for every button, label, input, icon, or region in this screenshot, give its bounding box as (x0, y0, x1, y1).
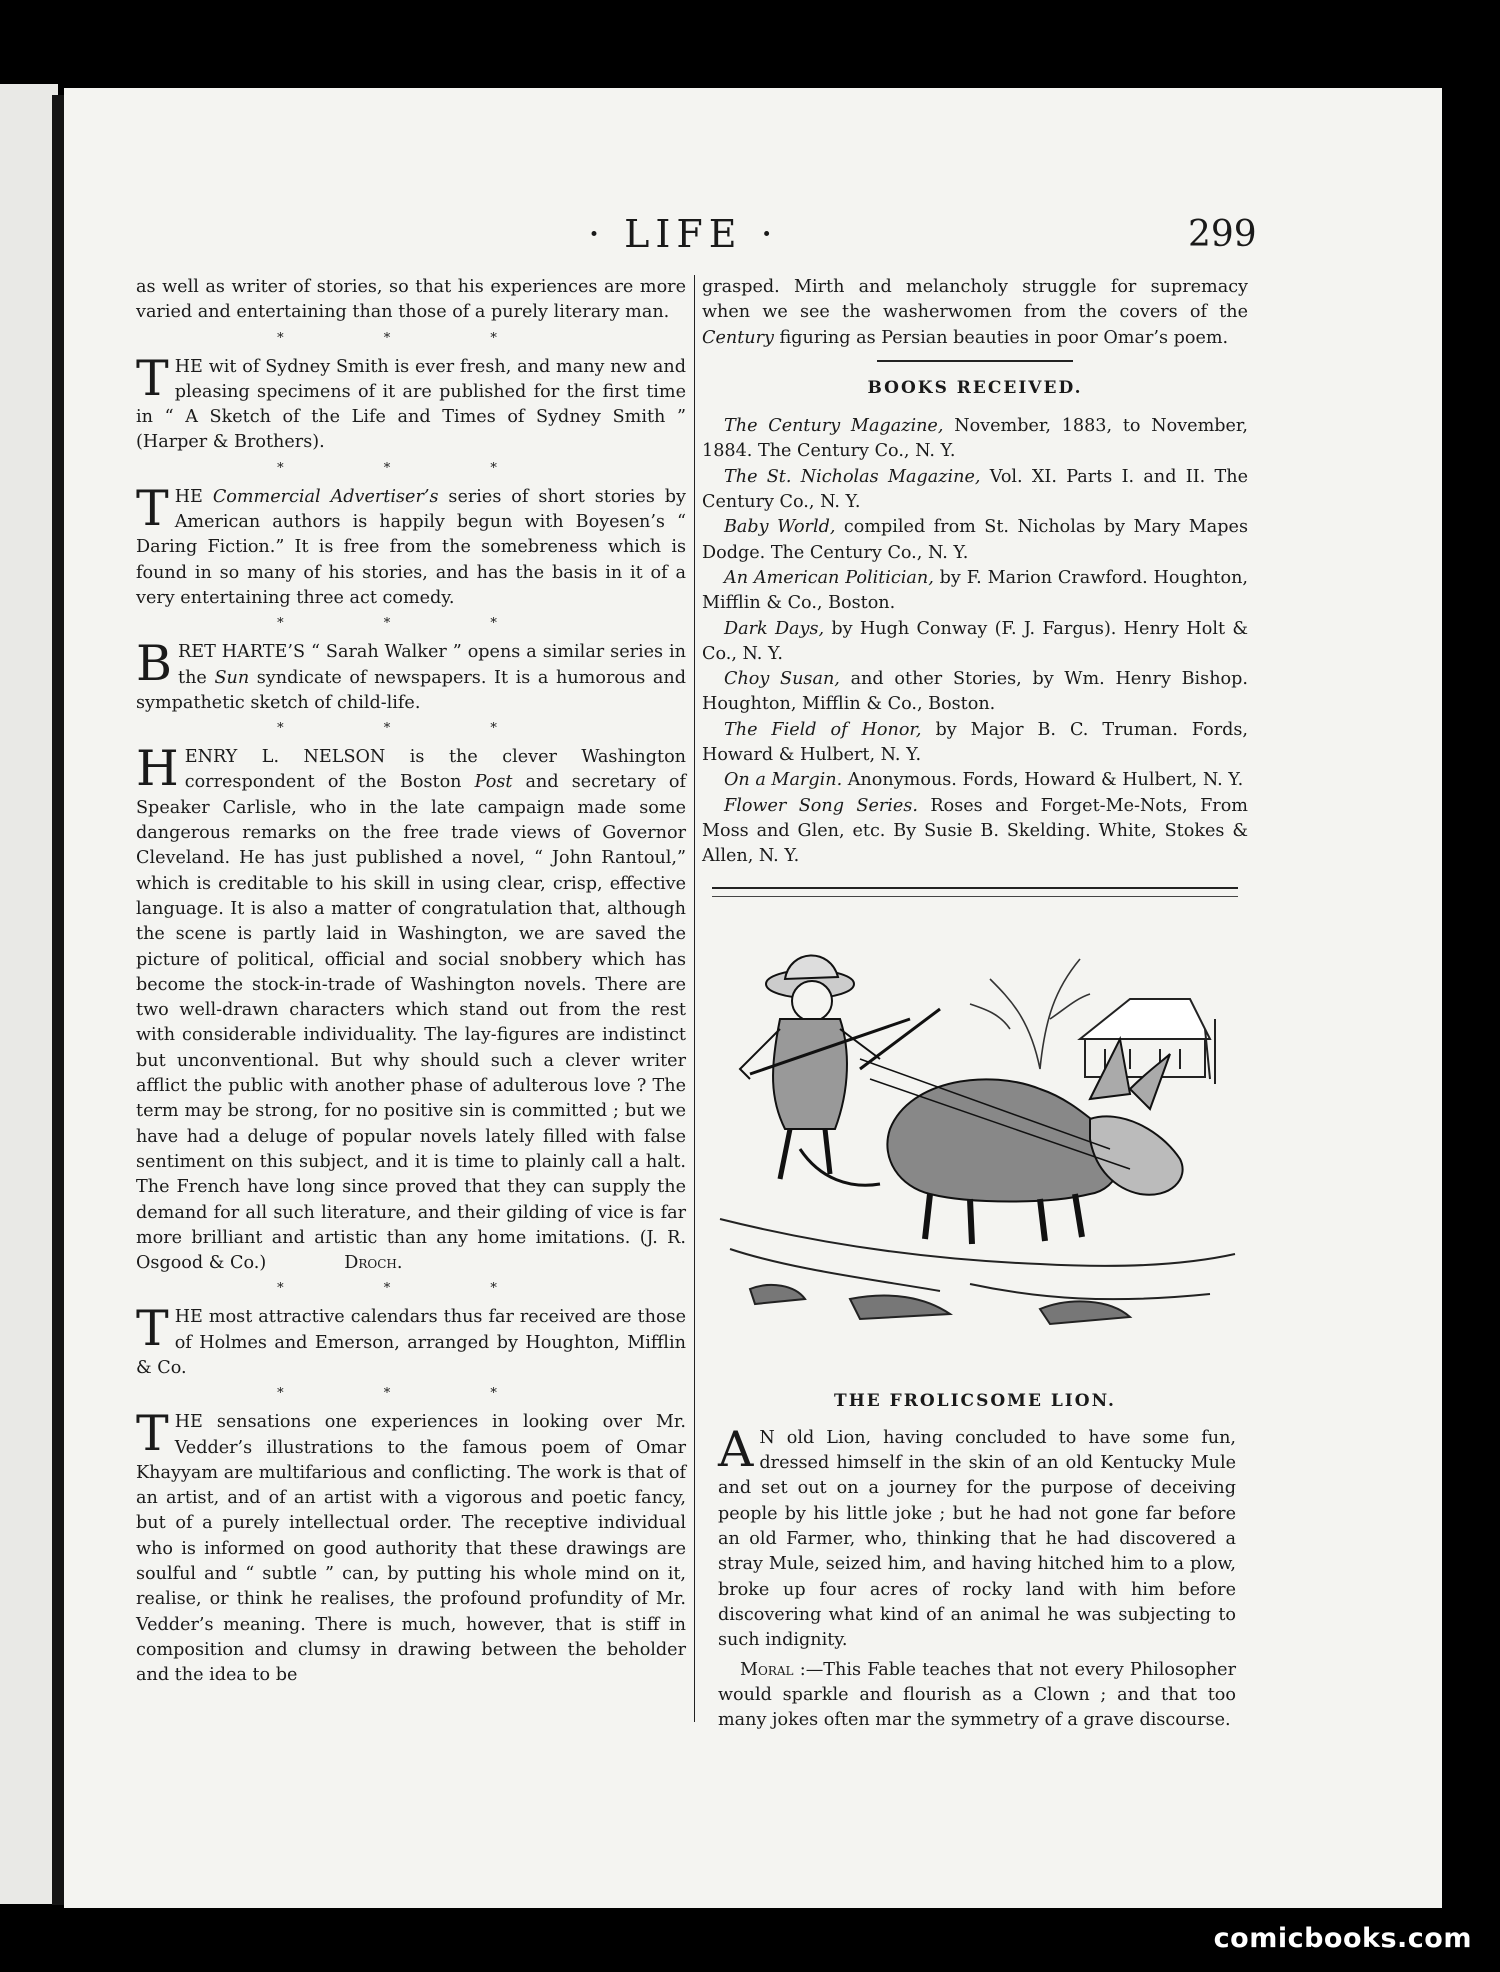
vedder-continuation (702, 275, 1248, 351)
bare-tree (970, 959, 1090, 1069)
book-title: The Century Magazine, (724, 416, 944, 437)
drop-cap: T (136, 1300, 169, 1358)
drop-cap: T (136, 479, 169, 537)
book-entry (702, 414, 1248, 465)
article-text: figuring as Persian beauties in poor Omar’s poem. (773, 327, 1229, 348)
book-title: Baby World, (724, 517, 836, 538)
page-number: 299 (1188, 214, 1257, 255)
section-separator: * * * (277, 1386, 545, 1402)
farmer-figure (740, 955, 880, 1179)
article-text: ENRY L. NELSON is the clever Washington correspondent of the Boston (184, 747, 686, 793)
author-signature: Droch. (344, 1253, 403, 1274)
publication-name: Century (702, 327, 774, 348)
left-column (136, 275, 686, 1693)
article-text: syndicate of newspapers. It is a humorous and sympathetic sketch of child-life. (136, 667, 687, 713)
column-divider (694, 275, 695, 1722)
book-title: Choy Susan, (724, 669, 840, 690)
book-details: Vol. XI. Parts I. and II. The Century Co., N. Y. (702, 466, 1248, 513)
section-rule (877, 360, 1073, 362)
article-text: series of short stories by American authors is happily begun with Boyesen’s “ Daring Fiction.” It is free from the somebreness which is found in so many of his stories, and has the basis in it of a very entertaining three act comedy. (136, 486, 686, 608)
section-separator: * * * (277, 721, 545, 737)
book-title: An American Politician, (724, 567, 934, 588)
book-title: The Field of Honor, (724, 719, 922, 740)
facing-page-edge (0, 84, 58, 1904)
book-details: by Major B. C. Truman. Fords, Howard & Hulbert, N. Y. (702, 719, 1248, 766)
right-column (702, 275, 1248, 1733)
book-details: by Hugh Conway (F. J. Fargus). Henry Holt & Co., N. Y. (702, 618, 1248, 664)
article-commercial-advertiser (136, 479, 686, 611)
double-rule (712, 887, 1238, 897)
book-details: November, 1883, to November, 1884. The Century Co., N. Y. (702, 416, 1249, 462)
books-received-heading: BOOKS RECEIVED. (867, 377, 1083, 398)
site-watermark: comicbooks.com (1213, 1923, 1472, 1954)
article-sydney-smith (136, 349, 686, 456)
article-bret-harte (136, 635, 687, 716)
book-entry (702, 566, 1248, 617)
article-henry-nelson (136, 740, 686, 1276)
publication-name: Commercial Advertiser’s (212, 486, 439, 507)
farmhouse (1080, 999, 1215, 1084)
book-entry (702, 718, 1248, 769)
fable-title: THE FROLICSOME LION. (834, 1390, 1116, 1411)
section-separator: * * * (277, 460, 545, 476)
article-text: RET HARTE’S “ Sarah Walker ” opens a similar series in the (178, 642, 686, 688)
book-title: On a Margin. (724, 770, 843, 791)
drop-cap: T (136, 349, 169, 407)
moral-label: Moral (740, 1659, 794, 1680)
article-text: HE (174, 486, 213, 507)
section-separator: * * * (277, 1281, 545, 1297)
article-text: grasped. Mirth and melancholy struggle for supremacy when we see the washerwomen from the covers of the (702, 277, 1248, 323)
book-entry (702, 617, 1248, 668)
book-entry (702, 794, 1248, 870)
moral-text: :—This Fable teaches that not every Philosopher would sparkle and flourish as a Clown ; and that too many jokes often mar the symmetry of a grave discourse. (718, 1659, 1236, 1731)
rocky-ground (720, 1219, 1235, 1324)
book-entry (702, 667, 1248, 718)
cartoon-illustration (710, 919, 1240, 1359)
article-text: HE wit of Sydney Smith is ever fresh, and many new and pleasing specimens of it are published for the first time in “ A Sketch of the Life and Times of Sydney Smith ” (Harper & Brothers). (136, 356, 686, 453)
book-details: Roses and Forget-Me-Nots, From Moss and Glen, etc. By Susie B. Skelding. White, Stokes & Allen, N. Y. (702, 795, 1248, 867)
fable-body (702, 1420, 1248, 1734)
book-details: Anonymous. Fords, Howard & Hulbert, N. Y. (842, 770, 1244, 791)
intro-paragraph: as well as writer of stories, so that his experiences are more varied and entertaining than those of a purely literary man. (136, 277, 686, 323)
article-text: and secretary of Speaker Carlisle, who in the late campaign made some dangerous remarks on the free trade views of Governor Cleveland. He has just published a novel, “ John Rantoul,” which is creditable to his skill in using clear, crisp, effective language. It is also a matter of congratulation that, although the scene is partly laid in Washington, we are saved the picture of political, official and social snobbery which has become the stock-in-trade of Washington novels. There are two well-drawn characters which stand out from the rest with considerable individuality. The lay-figures are indistinct but unconventional. But why should such a clever writer afflict the public with another phase of adulterous love ? The term may be strong, for no positive sin is committed ; but we have had a deluge of popular novels lately filled with false sentiment on this subject, and it is time to plainly call a halt. The French have long since proved that they can supply the demand for all such literature, and their gilding of vice is far more brilliant and artistic than any home imitations. (J. R. Osgood & Co.) (136, 772, 686, 1274)
book-entry (702, 515, 1248, 566)
article-vedder (136, 1405, 686, 1688)
drop-cap: A (718, 1420, 754, 1478)
book-entry (702, 768, 1248, 793)
section-separator: * * * (277, 616, 545, 632)
book-title: Flower Song Series. (724, 795, 918, 816)
book-title: The St. Nicholas Magazine, (724, 466, 981, 487)
book-title: Dark Days, (724, 618, 825, 639)
fable-text: N old Lion, having concluded to have some fun, dressed himself in the skin of an old Kentucky Mule and set out on a journey for the purpose of deceiving people by his little joke ; but he had not gone far before an old Farmer, who, thinking that he had discovered a stray Mule, seized him, and having hitched him to a plow, broke up four acres of rocky land with him before discovering what kind of an animal he was subjecting to such indignity. (718, 1427, 1236, 1651)
book-details: and other Stories, by Wm. Henry Bishop. Houghton, Mifflin & Co., Boston. (702, 669, 1248, 715)
article-calendars (136, 1300, 686, 1381)
article-text: HE most attractive calendars thus far received are those of Holmes and Emerson, arranged by Houghton, Mifflin & Co. (136, 1307, 686, 1378)
fable-moral (718, 1658, 1236, 1734)
drop-cap: T (136, 1405, 169, 1463)
drop-cap: B (136, 635, 173, 693)
books-list (702, 414, 1248, 869)
article-text: HE sensations one experiences in looking over Mr. Vedder’s illustrations to the famous poem of Omar Khayyam are multifarious and conflicting. The work is that of an artist, and of an artist with a vigorous and poetic fancy, but of a purely intellectual order. The receptive individual who is informed on good authority that these drawings are soulful and “ subtle ” can, by putting his whole mind on it, realise, or think he realises, the profound profundity of Mr. Vedder’s meaning. There is much, however, that is stiff in composition and clumsy in drawing between the beholder and the idea to be (136, 1412, 686, 1686)
page-title: · LIFE · (588, 212, 779, 256)
book-entry (702, 465, 1248, 516)
book-details: by F. Marion Crawford. Houghton, Mifflin & Co., Boston. (702, 567, 1248, 614)
book-details: compiled from St. Nicholas by Mary Mapes Dodge. The Century Co., N. Y. (702, 517, 1249, 563)
publication-name: Post (474, 772, 513, 793)
section-separator: * * * (277, 330, 545, 346)
drop-cap: H (136, 740, 179, 798)
publication-name: Sun (214, 667, 250, 688)
fable-paragraph (718, 1420, 1236, 1654)
